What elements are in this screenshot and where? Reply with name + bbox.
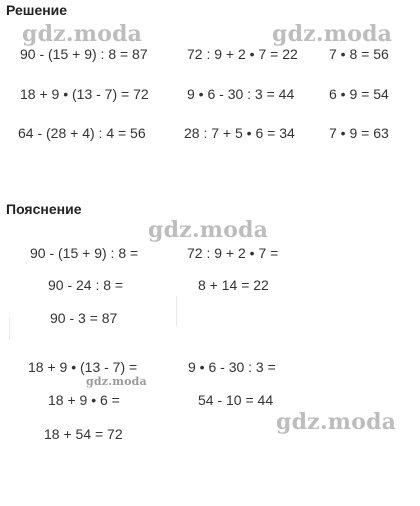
explanation-heading: Пояснение [6, 201, 82, 217]
scan-mark [176, 296, 177, 326]
solution-expression: 90 - (15 + 9) : 8 = 87 [20, 46, 148, 62]
solution-expression: 7 • 8 = 56 [329, 46, 389, 62]
watermark: gdz.moda [276, 409, 397, 435]
explanation-step: 54 - 10 = 44 [198, 392, 274, 408]
explanation-step: 18 + 9 • (13 - 7) = [28, 359, 138, 375]
explanation-step: 9 • 6 - 30 : 3 = [188, 359, 276, 375]
solution-expression: 72 : 9 + 2 • 7 = 22 [187, 46, 298, 62]
watermark: gdz.moda [86, 375, 147, 388]
solution-expression: 9 • 6 - 30 : 3 = 44 [187, 86, 295, 102]
solution-heading: Решение [6, 2, 68, 18]
watermark: gdz.moda [272, 21, 393, 47]
explanation-step: 90 - 24 : 8 = [48, 277, 124, 293]
solution-expression: 7 • 9 = 63 [329, 125, 389, 141]
explanation-step: 90 - 3 = 87 [50, 310, 118, 326]
watermark: gdz.moda [148, 217, 269, 243]
solution-expression: 64 - (28 + 4) : 4 = 56 [18, 125, 146, 141]
solution-expression: 18 + 9 • (13 - 7) = 72 [20, 86, 149, 102]
scan-mark [9, 318, 10, 340]
explanation-step: 18 + 9 • 6 = [48, 392, 120, 408]
watermark: gdz.moda [22, 21, 143, 47]
explanation-step: 8 + 14 = 22 [198, 277, 269, 293]
solution-expression: 28 : 7 + 5 • 6 = 34 [184, 125, 295, 141]
explanation-step: 18 + 54 = 72 [44, 426, 123, 442]
explanation-step: 72 : 9 + 2 • 7 = [187, 245, 279, 261]
explanation-step: 90 - (15 + 9) : 8 = [30, 245, 139, 261]
solution-expression: 6 • 9 = 54 [329, 86, 389, 102]
